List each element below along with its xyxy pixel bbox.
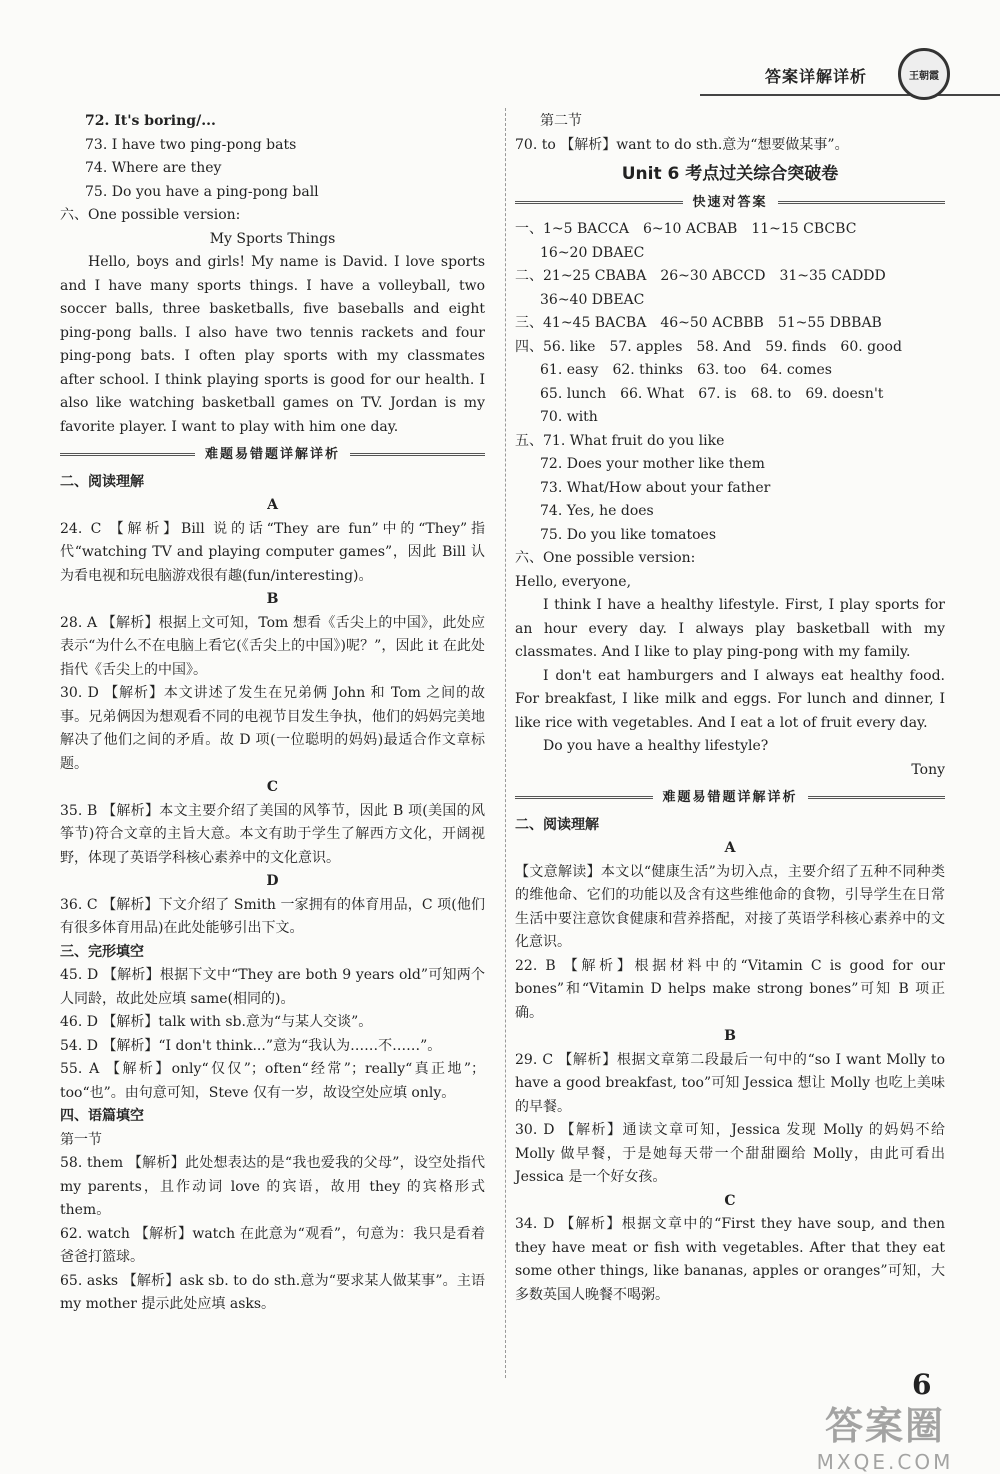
answer-row-2b: 36~40 DBEAC <box>540 291 645 308</box>
essay-paragraph-1: I think I have a healthy lifestyle. First, I play sports for an hour every day. I always play basketball with my classmates. And I like to play ping-pong with my family. <box>515 597 945 660</box>
answer-row-3: 三、41~45 BACBA 46~50 ACBBB 51~55 DBBAB <box>515 315 882 331</box>
essay-signature: Tony <box>911 761 945 778</box>
section-banner: 难题易错题详解详析 <box>60 443 485 467</box>
explanation-55: 55. A 【解析】only“仅仅”；often“经常”；really“真正地”；too“也”。由句意可知，Steve 仅有一岁，故设空处应填 only。 <box>60 1061 485 1101</box>
explanation-54: 54. D 【解析】“I don't think...”意为“我认为……不……”。 <box>60 1037 442 1054</box>
section-reading: 二、阅读理解 <box>60 473 144 490</box>
explanation-22: 22. B 【解析】根据材料中的“Vitamin C is good for our bones”和“Vitamin D helps make strong bones”可知 B 项正确。 <box>515 957 945 1021</box>
section-cloze: 三、完形填空 <box>60 943 144 960</box>
explanation-35: 35. B 【解析】本文主要介绍了美国的风筝节，因此 B 项(美国的风筝节)符合文章的主旨大意。本文有助于学生了解西方文化，开阔视野，体现了英语学科核心素养中的文化意识。 <box>60 802 485 866</box>
unit-title: Unit 6 考点过关综合突破卷 <box>621 164 839 184</box>
explanation-65: 65. asks 【解析】ask sb. to do sth.意为“要求某人做某事”。主语 my mother 提示此处应填 asks。 <box>60 1272 485 1312</box>
column-divider <box>505 108 506 1378</box>
explanation-28: 28. A 【解析】根据上文可知，Tom 想看《舌尖上的中国》，此处应表示“为什么不在电脑上看它(《舌尖上的中国》)呢？”，因此 it 在此处指代《舌尖上的中国》。 <box>60 614 485 678</box>
explanation-36: 36. C 【解析】下文介绍了 Smith 一家拥有的体育用品，C 项(他们有很多体育用品)在此处能够引出下文。 <box>60 896 485 936</box>
passage-label-a: A <box>267 497 278 513</box>
answer-row-2: 二、21~25 CBABA 26~30 ABCCD 31~35 CADDD <box>515 268 886 284</box>
passage-label-c: C <box>266 779 279 795</box>
passage-label-b-right: B <box>724 1028 736 1044</box>
watermark: 答案圈 MXQE.COM <box>816 1404 954 1474</box>
passage-summary: 【文意解读】本文以“健康生活”为切入点，主要介绍了五种不同种类的维他命、它们的功能以及含有这些维他命的食物，引导学生在日常生活中要注意饮食健康和营养搭配，对接了英语学科核心素养中的文化意识。 <box>515 863 945 950</box>
explanation-58: 58. them 【解析】此处想表达的是“我也爱我的父母”，设空处指代 my parents，且作动词 love 的宾语，故用 they 的宾格形式 them。 <box>60 1155 485 1218</box>
answer-74: 74. Where are they <box>85 160 222 176</box>
essay-greeting: Hello, everyone, <box>515 573 632 590</box>
explanation-62: 62. watch 【解析】watch 在此意为“观看”，句意为：我只是看着爸爸打篮球。 <box>60 1225 485 1265</box>
left-column <box>60 110 485 1317</box>
publisher-logo: 王朝霞 <box>898 48 950 100</box>
page-number: 6 <box>912 1368 932 1401</box>
explanation-34: 34. D 【解析】根据文章中的“First they have soup, and then they have meat or fish with vegetables. After that they eat some other things, like bananas, apples or oranges”可知，大多数英国人晚餐不喝粥。 <box>515 1216 945 1303</box>
answer-72-right: 72. Does your mother like them <box>540 456 765 472</box>
answer-row-6: 65. lunch 66. What 67. is 68. to 69. doesn't <box>540 385 884 402</box>
essay-paragraph-3: Do you have a healthy lifestyle? <box>543 738 769 754</box>
section-banner-right: 难题易错题详解详析 <box>515 786 945 810</box>
answer-73: 73. I have two ping-pong bats <box>85 136 297 153</box>
section-six-heading-right: 六、One possible version: <box>515 550 696 566</box>
answer-74-right: 74. Yes, he does <box>540 503 654 519</box>
explanation-29: 29. C 【解析】根据文章第二段最后一句中的“so I want Molly to have a good breakfast, too”可知 Jessica 想让 Molly 也吃上美味的早餐。 <box>515 1051 945 1115</box>
passage-label-c-right: C <box>724 1192 736 1209</box>
passage-label-b: B <box>266 591 279 607</box>
answer-row-7: 70. with <box>540 409 598 425</box>
section-six-heading: 六、One possible version: <box>60 207 241 223</box>
answer-75: 75. Do you have a ping-pong ball <box>85 183 319 200</box>
explanation-30-right: 30. D 【解析】通读文章可知，Jessica 发现 Molly 的妈妈不给 Molly 做早餐，于是她每天带一个甜甜圈给 Molly，由此可看出 Jessica 是一个好女孩。 <box>515 1122 945 1185</box>
part-one-label: 第一节 <box>60 1131 102 1148</box>
quick-answers-banner: 快速对答案 <box>515 191 945 215</box>
part-two-label: 第二节 <box>540 113 582 129</box>
section-reading-right: 二、阅读理解 <box>515 816 599 833</box>
explanation-70: 70. to 【解析】want to do sth.意为“想要做某事”。 <box>515 136 849 153</box>
answer-row-1b: 16~20 DBAEC <box>540 244 645 261</box>
explanation-24: 24. C 【解析】Bill 说的话“They are fun”中的“They”指代“watching TV and playing computer games”，因此 Bill 认为看电视和玩电脑游戏很有趣(fun/interesting)。 <box>60 520 485 584</box>
section-fill: 四、语篇填空 <box>60 1108 144 1124</box>
passage-label-d: D <box>266 873 279 889</box>
answer-row-4: 四、56. like 57. apples 58. And 59. finds 60. good <box>515 338 902 355</box>
answer-73-right: 73. What/How about your father <box>540 479 771 496</box>
essay-paragraph-2: I don't eat hamburgers and I always eat healthy food. For breakfast, I like milk and eggs. For lunch and dinner, I like rice with vegetables. And I eat a lot of fruit every day. <box>515 667 945 731</box>
explanation-45: 45. D 【解析】根据下文中“They are both 9 years old”可知两个人同龄，故此处应填 same(相同的)。 <box>60 967 485 1007</box>
explanation-46: 46. D 【解析】talk with sb.意为“与某人交谈”。 <box>60 1014 373 1030</box>
answer-71: 五、71. What fruit do you like <box>515 432 725 449</box>
answer-72: 72. It's boring/... <box>85 113 216 129</box>
essay-title: My Sports Things <box>209 230 336 247</box>
answer-row-5: 61. easy 62. thinks 63. too 64. comes <box>540 362 832 378</box>
header-title: 答案详解详析 <box>765 67 868 86</box>
essay-body: Hello, boys and girls! My name is David. I love sports and I have many sports things. I have a volleyball, two soccer balls, three basketballs, five baseballs and eight ping-pong balls. I also have two tennis rackets and four ping-pong bats. I often play sports with my classmates after school. I think playing sports is good for our health. I also like watching basketball games on TV. Jordan is my favorite player. I want to play with him one day. <box>60 254 485 435</box>
passage-label-a-right: A <box>724 840 736 856</box>
answer-75-right: 75. Do you like tomatoes <box>540 526 716 543</box>
explanation-30: 30. D 【解析】本文讲述了发生在兄弟俩 John 和 Tom 之间的故事。兄弟俩因为想观看不同的电视节目发生争执，他们的妈妈完美地解决了他们之间的矛盾。故 D 项(一位聪明的妈妈)最适合作文章标题。 <box>60 685 485 772</box>
answer-row-1: 一、1~5 BACCA 6~10 ACBAB 11~15 CBCBC <box>515 221 857 237</box>
right-column <box>515 110 945 1307</box>
